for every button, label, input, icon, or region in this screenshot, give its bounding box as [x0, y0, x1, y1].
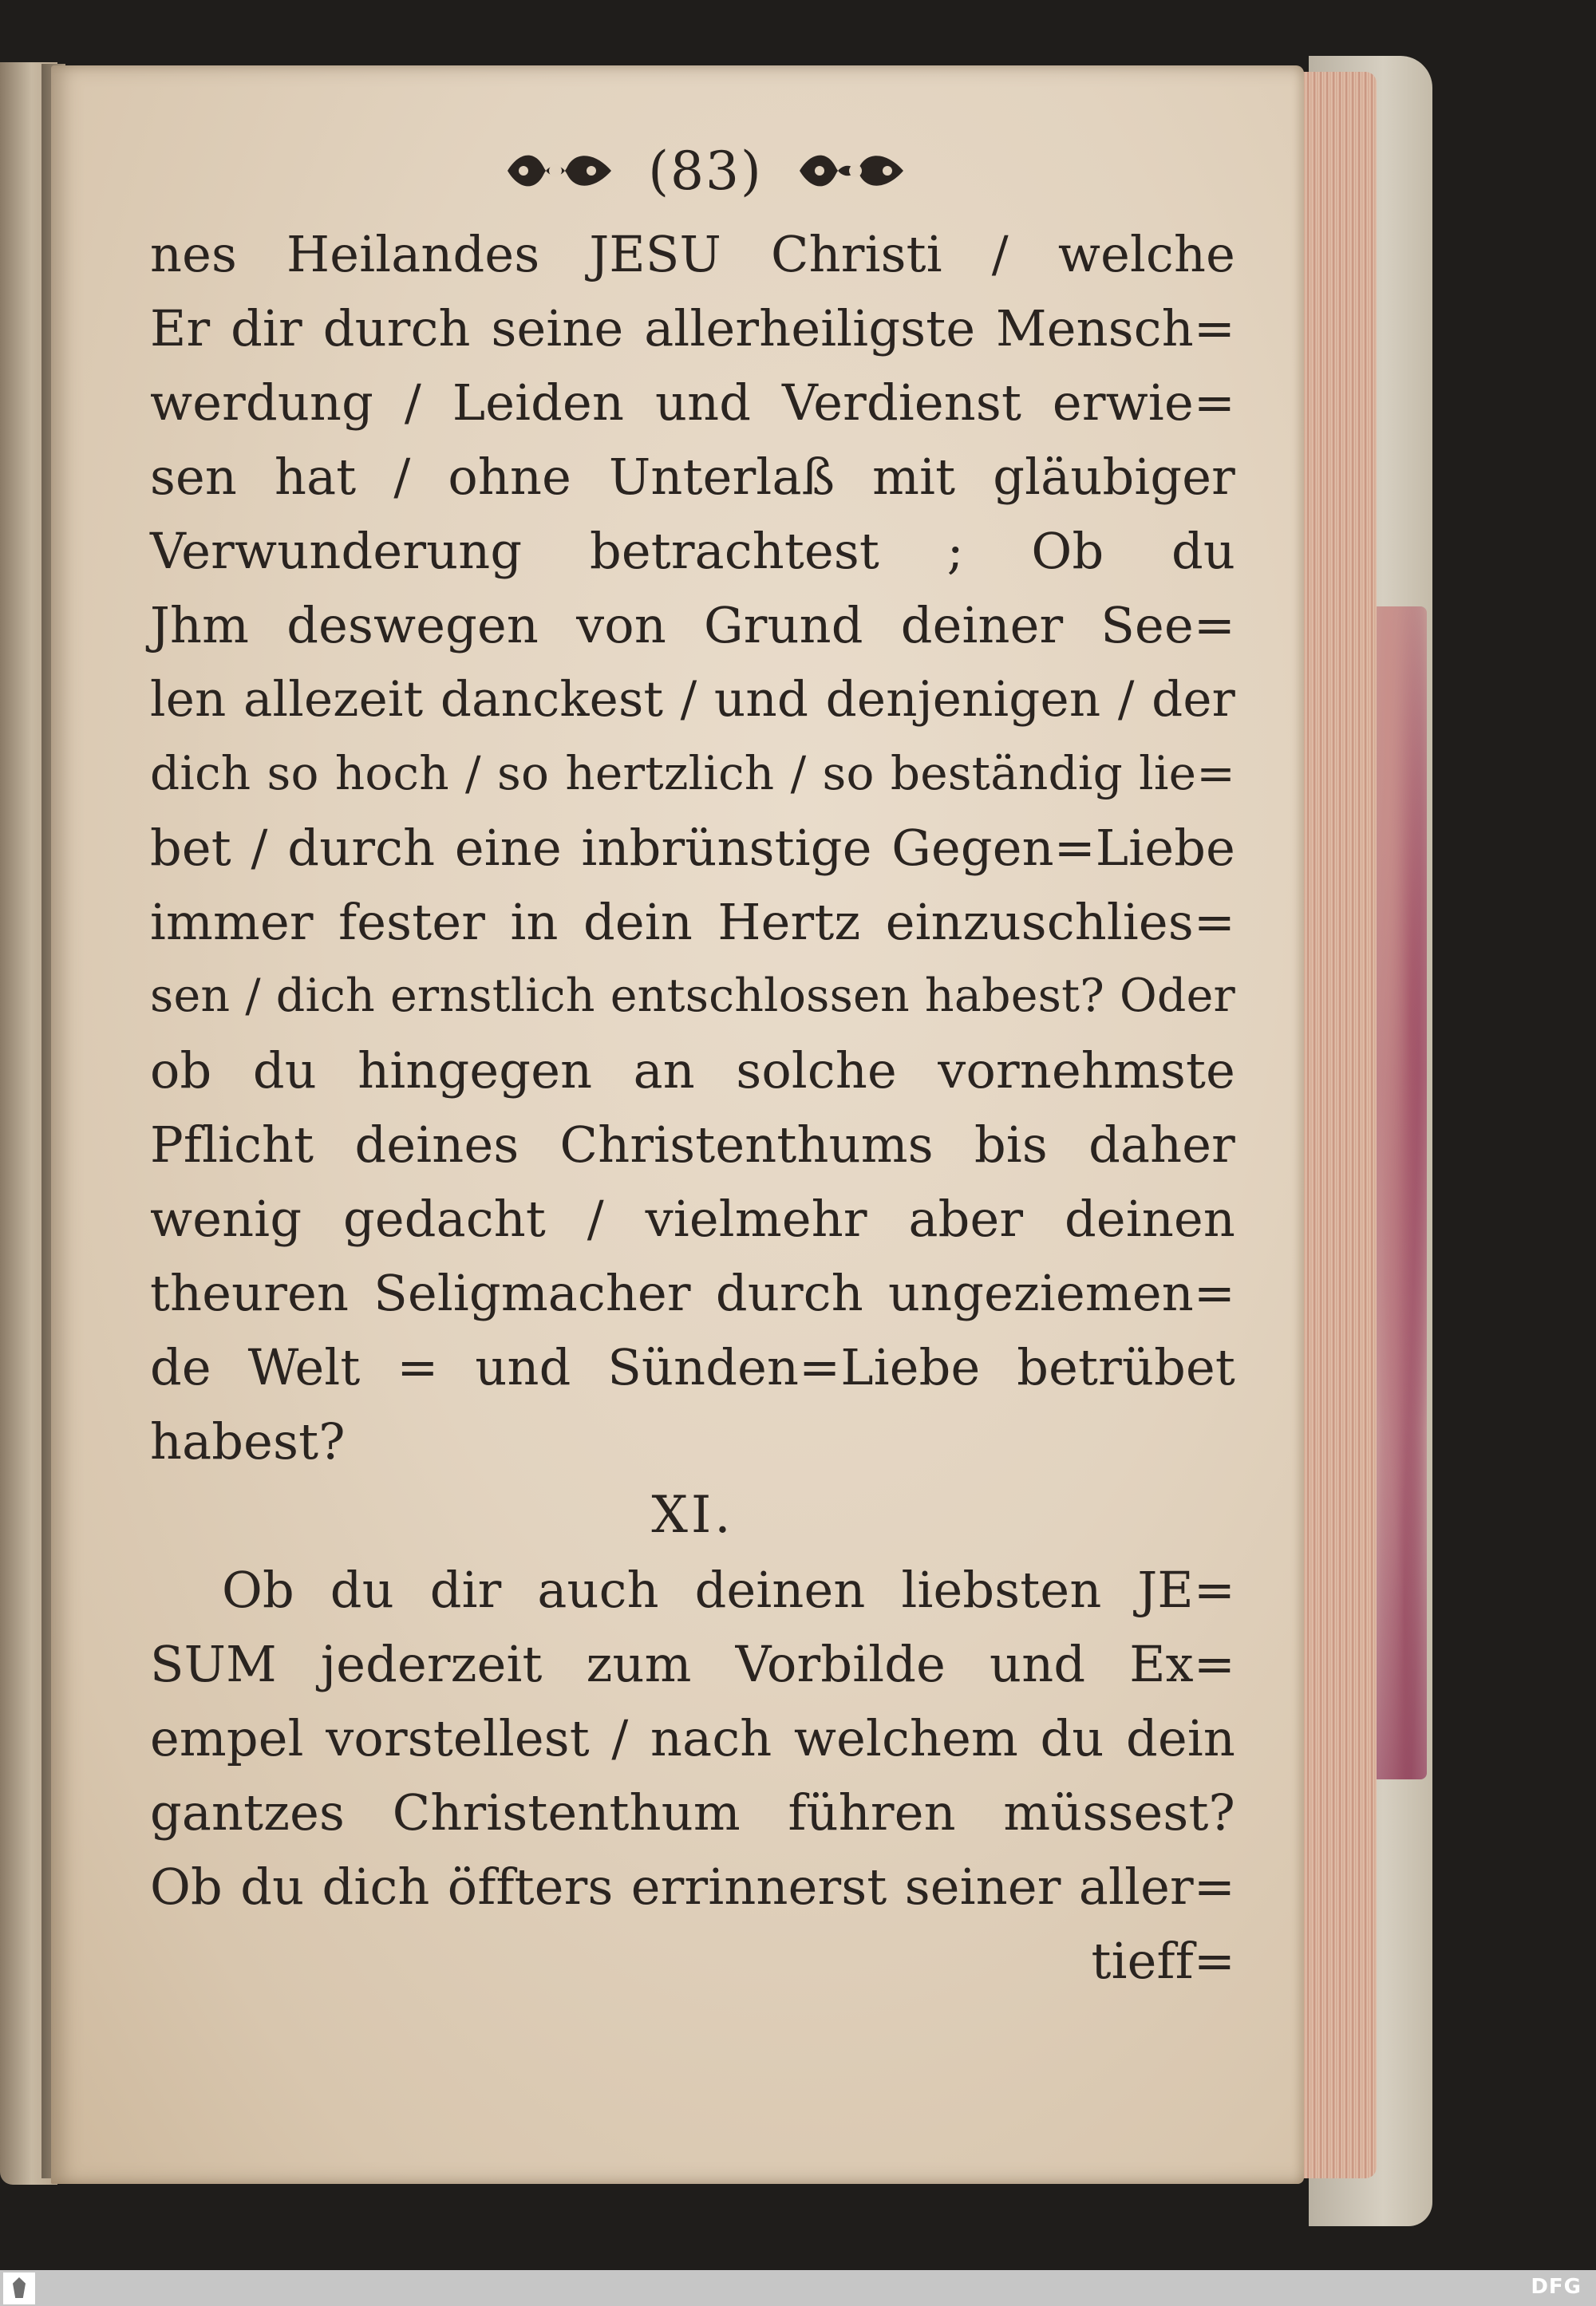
text-line: bet / durch eine inbrünstige Gegen=Liebe [150, 819, 1235, 877]
page-header [482, 123, 929, 219]
text-line: nes Heilandes JESU Christi / welche [150, 225, 1235, 283]
text-line: theuren Seligmacher durch ungeziemen= [150, 1264, 1235, 1322]
text-line: Jhm deswegen von Grund deiner See= [150, 596, 1235, 654]
dfg-logo: DFG [1531, 2275, 1582, 2299]
right-ornament-icon [792, 143, 911, 199]
text-line: immer fester in dein Hertz einzuschlies= [150, 893, 1235, 951]
text-line: dich so hoch / so hertzlich / so beständig lie= [150, 746, 1235, 800]
text-line: Verwunderung betrachtest ; Ob du [150, 522, 1235, 580]
page-number: (83) [648, 140, 763, 202]
text-line: sen / dich ernstlich entschlossen habest? Oder [150, 969, 1235, 1022]
text-line: Pflicht deines Christenthums bis daher [150, 1115, 1235, 1174]
text-line: de Welt = und Sünden=Liebe betrübet [150, 1338, 1235, 1396]
text-line: Ob du dich öffters errinnerst seiner aller= [150, 1858, 1235, 1916]
text-line: ob du hingegen an solche vornehmste [150, 1041, 1235, 1100]
catchword: tieff= [1091, 1932, 1235, 1990]
text-line: Er dir durch seine allerheiligste Mensch= [150, 299, 1235, 357]
book-page [51, 65, 1304, 2184]
left-ornament-icon [500, 143, 619, 199]
marbled-paper-edge [1371, 606, 1427, 1779]
text-line: sen hat / ohne Unterlaß mit gläubiger [150, 448, 1235, 506]
library-seal-icon [3, 2272, 35, 2304]
text-line: SUM jederzeit zum Vorbilde und Ex= [150, 1635, 1235, 1693]
text-line: gantzes Christenthum führen müssest? [150, 1783, 1235, 1842]
section-heading: XI. [651, 1486, 734, 1545]
viewer-footer-bar [0, 2270, 1596, 2306]
text-line: len allezeit danckest / und denjenigen / der [150, 671, 1235, 728]
page-text [150, 217, 1235, 1998]
text-line: habest? [150, 1412, 346, 1471]
text-line: wenig gedacht / vielmehr aber deinen [150, 1190, 1235, 1248]
text-line: empel vorstellest / nach welchem du dein [150, 1709, 1235, 1767]
text-line: werdung / Leiden und Verdienst erwie= [150, 373, 1235, 432]
text-line: Ob du dir auch deinen liebsten JE= [222, 1561, 1235, 1619]
